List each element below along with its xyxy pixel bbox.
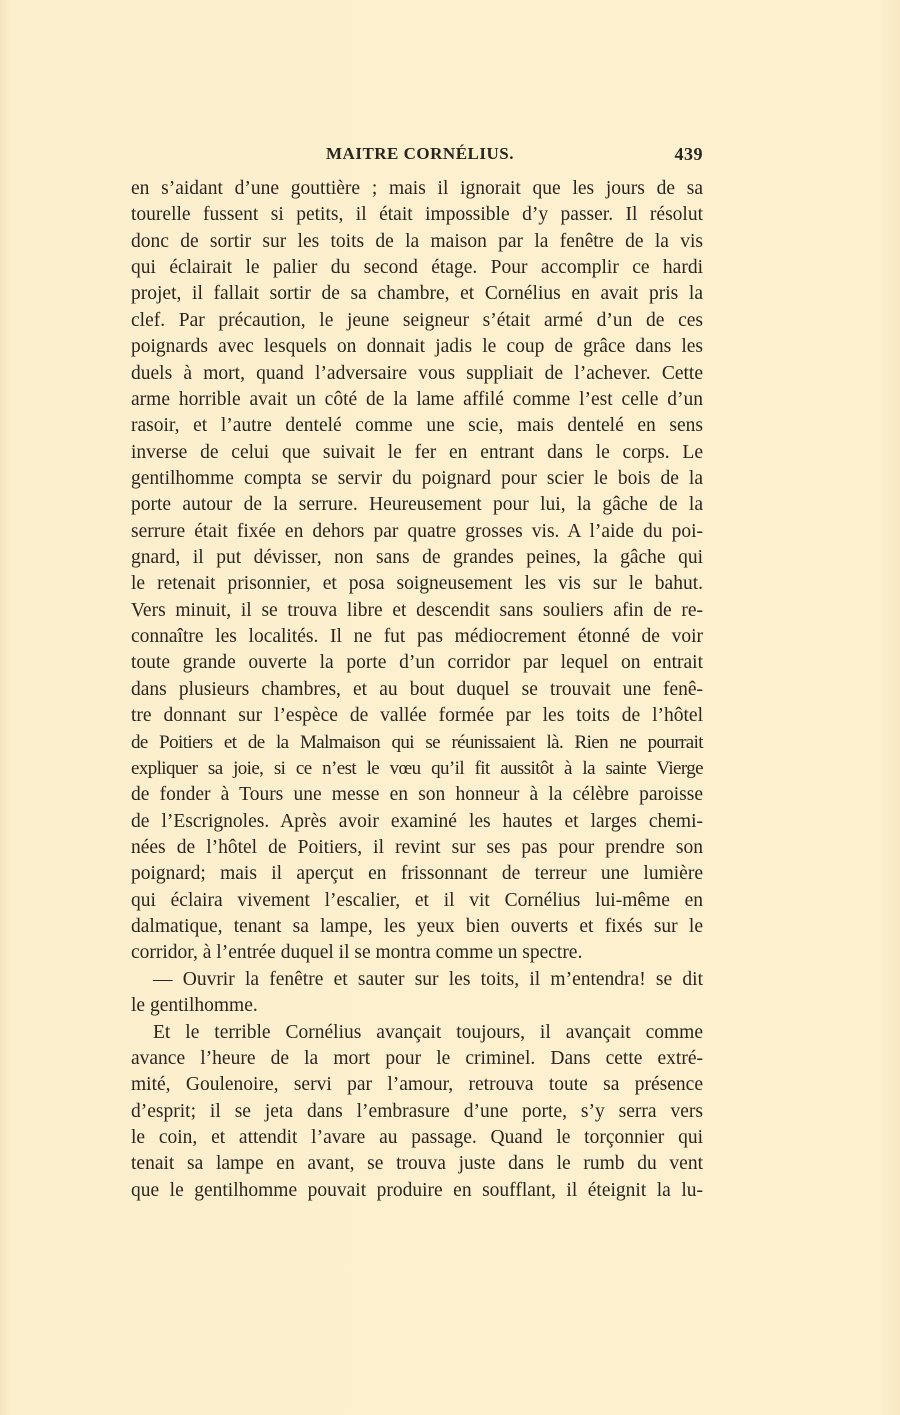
text-line: tre donnant sur l’espèce de vallée formée par les toits de l’hôtel [131, 705, 703, 727]
text-line: le coin, et attendit l’avare au passage. Quand le torçonnier qui [131, 1126, 703, 1148]
text-line: connaître les localités. Il ne fut pas médiocrement étonné de voir [131, 626, 703, 648]
text-line: de Poitiers et de la Malmaison qui se réunissaient là. Rien ne pourrait [131, 731, 703, 753]
body-text [131, 176, 703, 1204]
text-line: poignards avec lesquels on donnait jadis le coup de grâce dans les [131, 336, 703, 358]
text-line: Et le terrible Cornélius avançait toujours, il avançait comme [153, 1021, 703, 1043]
text-line: avance l’heure de la mort pour le criminel. Dans cette extré- [131, 1047, 703, 1069]
text-line: d’esprit; il se jeta dans l’embrasure d’une porte, s’y serra vers [131, 1100, 703, 1122]
text-line: serrure était fixée en dehors par quatre grosses vis. A l’aide du poi- [131, 520, 703, 542]
text-line: gnard, il put dévisser, non sans de grandes peines, la gâche qui [131, 547, 703, 569]
text-line: toute grande ouverte la porte d’un corridor par lequel on entrait [131, 652, 703, 674]
text-line: mité, Goulenoire, servi par l’amour, retrouva toute sa présence [131, 1074, 703, 1096]
text-line: donc de sortir sur les toits de la maison par la fenêtre de la vis [131, 230, 703, 252]
running-title: MAITRE CORNÉLIUS. [326, 144, 514, 163]
text-line: projet, il fallait sortir de sa chambre, et Cornélius en avait pris la [131, 283, 703, 305]
text-line: nées de l’hôtel de Poitiers, il revint sur ses pas pour prendre son [131, 836, 703, 858]
text-line: que le gentilhomme pouvait produire en soufflant, il éteignit la lu- [131, 1179, 703, 1201]
text-line: le gentilhomme. [131, 995, 258, 1017]
text-line: qui éclairait le palier du second étage. Pour accomplir ce hardi [131, 257, 703, 279]
text-line: en s’aidant d’une gouttière ; mais il ignorait que les jours de sa [131, 178, 703, 199]
text-line: le retenait prisonnier, et posa soigneusement les vis sur le bahut. [131, 573, 703, 595]
page-number: 439 [674, 144, 703, 164]
text-line: arme horrible avait un côté de la lame affilé comme l’est celle d’un [131, 388, 703, 410]
text-line: tourelle fussent si petits, il était impossible d’y passer. Il résolut [131, 204, 703, 226]
text-line: — Ouvrir la fenêtre et sauter sur les toits, il m’entendra! se dit [153, 968, 703, 990]
text-line: gentilhomme compta se servir du poignard pour scier le bois de la [131, 467, 703, 489]
text-line: clef. Par précaution, le jeune seigneur s’était armé d’un de ces [131, 309, 703, 331]
text-line: porte autour de la serrure. Heureusement pour lui, la gâche de la [131, 494, 703, 516]
text-line: corridor, à l’entrée duquel il se montra comme un spectre. [131, 942, 583, 964]
text-line: tenait sa lampe en avant, se trouva juste dans le rumb du vent [131, 1153, 703, 1175]
text-line: dans plusieurs chambres, et au bout duquel se trouvait une fenê- [131, 678, 703, 700]
text-line: rasoir, et l’autre dentelé comme une scie, mais dentelé en sens [131, 415, 703, 437]
text-line: Vers minuit, il se trouva libre et descendit sans souliers afin de re- [131, 599, 703, 621]
text-line: de l’Escrignoles. Après avoir examiné les hautes et larges chemi- [131, 810, 703, 832]
text-line: inverse de celui que suivait le fer en entrant dans le corps. Le [131, 441, 703, 463]
text-line: de fonder à Tours une messe en son honneur à la célèbre paroisse [131, 784, 703, 806]
text-line: poignard; mais il aperçut en frissonnant de terreur une lumière [131, 863, 703, 885]
text-line: dalmatique, tenant sa lampe, les yeux bien ouverts et fixés sur le [131, 916, 703, 938]
page-header [131, 144, 703, 168]
text-line: expliquer sa joie, si ce n’est le vœu qu’il fit aussitôt à la sainte Vierge [131, 757, 703, 779]
text-line: duels à mort, quand l’adversaire vous suppliait de l’achever. Cette [131, 362, 703, 384]
text-line: qui éclaira vivement l’escalier, et il vit Cornélius lui-même en [131, 889, 703, 911]
